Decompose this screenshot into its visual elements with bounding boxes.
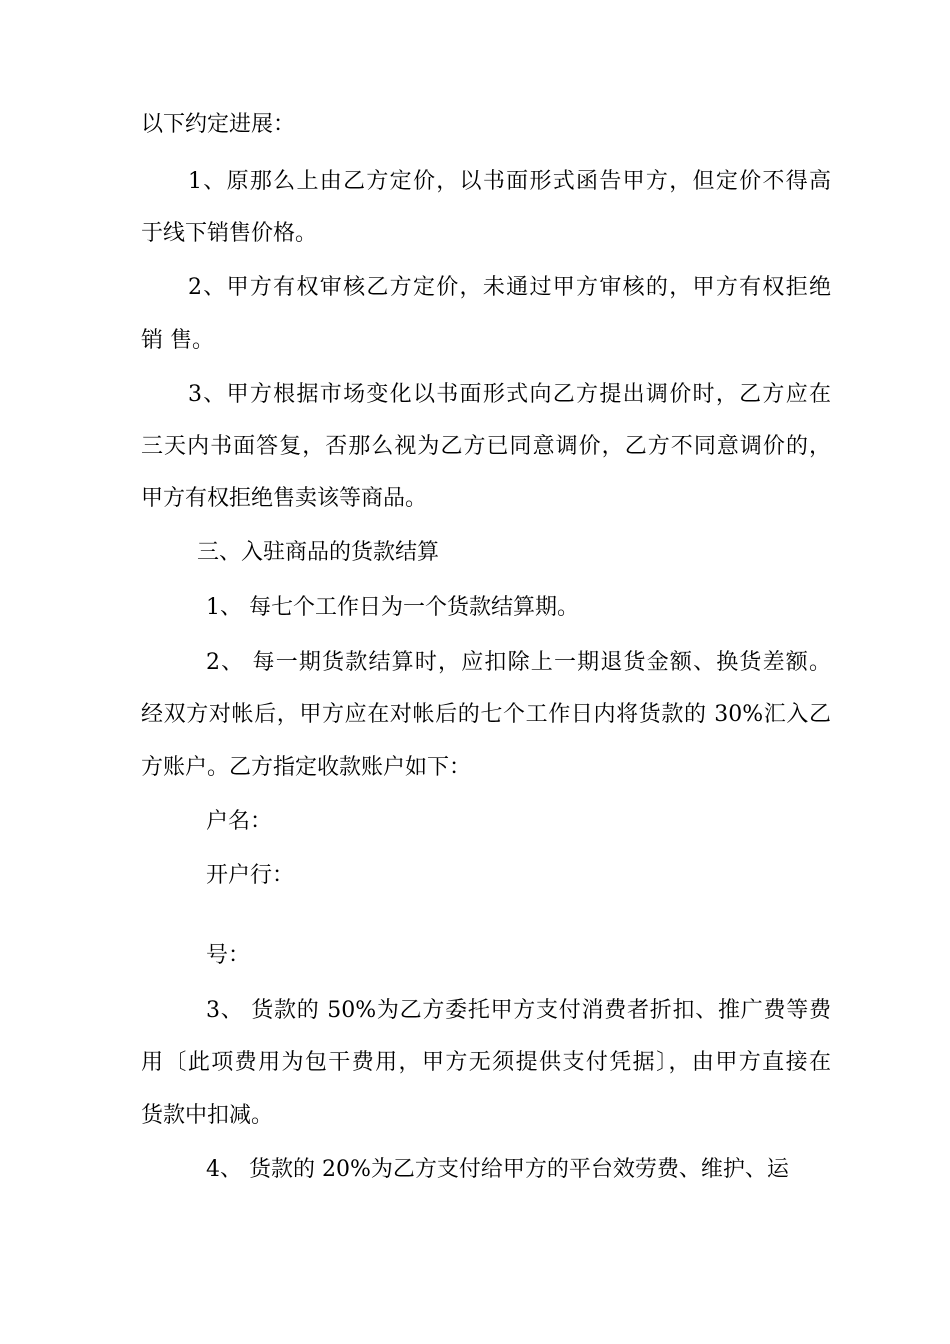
pricing-clause-1-line-2: 于线下销售价格。	[141, 221, 318, 246]
settlement-clause-2-line-3: 方账户。乙方指定收款账户如下：	[141, 755, 472, 780]
pricing-clause-2-line-1: 2、甲方有权审核乙方定价，未通过甲方审核的，甲方有权拒绝	[188, 275, 831, 300]
settlement-clause-2-line-1: 2、 每一期货款结算时，应扣除上一期退货金额、换货差额。	[206, 650, 831, 675]
pricing-clause-3-line-2: 三天内书面答复，否那么视为乙方已同意调价，乙方不同意调价的，	[141, 434, 831, 459]
pricing-clause-2-line-2: 销 售。	[141, 328, 214, 353]
pricing-clause-3-line-1: 3、甲方根据市场变化以书面形式向乙方提出调价时，乙方应在	[188, 382, 831, 407]
settlement-clause-3-line-2: 用〔此项费用为包干费用，甲方无须提供支付凭据〕，由甲方直接在	[141, 1050, 831, 1075]
intro-line: 以下约定进展：	[141, 112, 296, 137]
section-heading-settlement: 三、入驻商品的货款结算	[197, 540, 440, 565]
settlement-clause-2-line-2: 经双方对帐后，甲方应在对帐后的七个工作日内将货款的 30%汇入乙	[141, 702, 831, 727]
settlement-clause-3-line-3: 货款中扣减。	[141, 1103, 274, 1128]
settlement-clause-1-line-1: 1、 每七个工作日为一个货款结算期。	[206, 595, 579, 620]
account-number-label: 号：	[206, 943, 251, 968]
bank-label: 开户行：	[206, 863, 295, 888]
settlement-clause-4-line-1: 4、 货款的 20%为乙方支付给甲方的平台效劳费、维护、运	[206, 1157, 789, 1182]
pricing-clause-1-line-1: 1、原那么上由乙方定价，以书面形式函告甲方，但定价不得高	[188, 169, 831, 194]
pricing-clause-3-line-3: 甲方有权拒绝售卖该等商品。	[141, 486, 428, 511]
account-name-label: 户名：	[206, 809, 273, 834]
settlement-clause-3-line-1: 3、 货款的 50%为乙方委托甲方支付消费者折扣、推广费等费	[206, 998, 831, 1023]
